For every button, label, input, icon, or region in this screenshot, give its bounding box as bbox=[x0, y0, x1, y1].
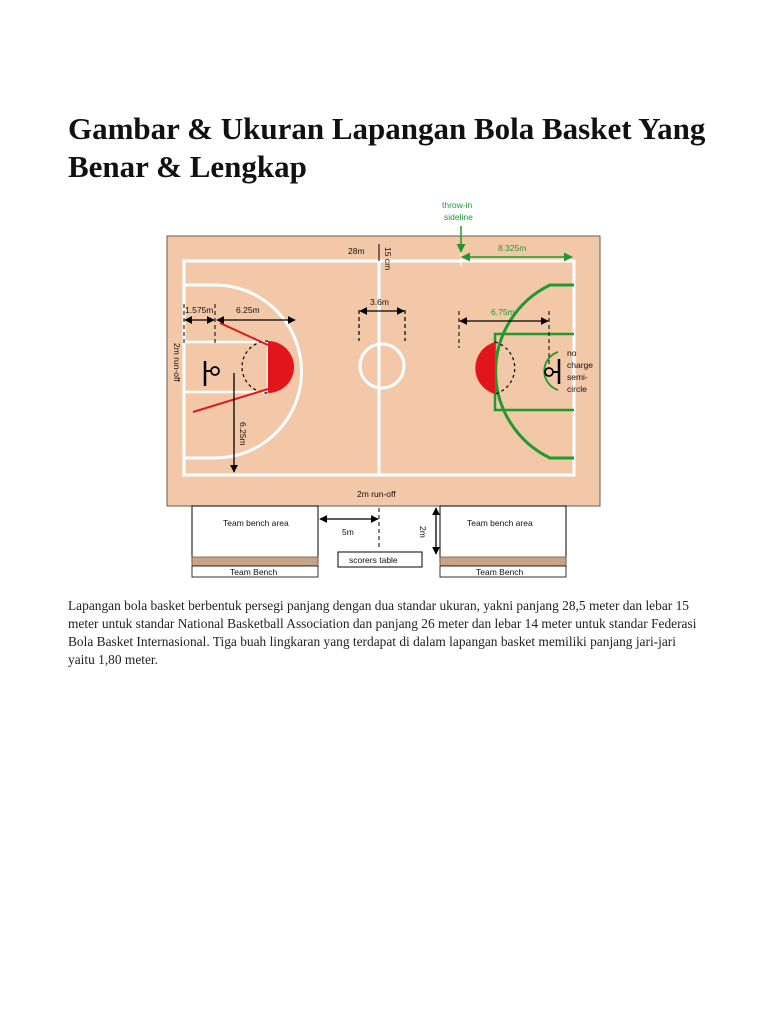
page-title: Gambar & Ukuran Lapangan Bola Basket Yang Benar & Lengkap bbox=[68, 111, 706, 184]
scorers-table-label: scorers table bbox=[349, 555, 398, 565]
court-length-label: 28m bbox=[348, 246, 365, 256]
left-team-bench-label: Team Bench bbox=[230, 567, 278, 577]
center-circle-label: 3.6m bbox=[370, 297, 389, 307]
side-run-off-label: 2m run-off bbox=[172, 343, 182, 382]
right-bench-area-label: Team bench area bbox=[467, 518, 533, 528]
no-charge-label-3: semi- bbox=[567, 372, 588, 382]
baseline-offset-label: 1.575m bbox=[185, 305, 214, 315]
bench-gap-label: 5m bbox=[342, 527, 354, 537]
no-charge-label-1: no bbox=[567, 348, 577, 358]
no-charge-label-2: charge bbox=[567, 360, 593, 370]
left-bench-area-box bbox=[192, 506, 318, 563]
court-floor bbox=[167, 236, 600, 506]
three-point-depth-label: 6.25m bbox=[238, 422, 248, 446]
corner-distance-label: 8.325m bbox=[498, 243, 527, 253]
right-bench-area-box bbox=[440, 506, 566, 563]
bench-depth-label: 2m bbox=[418, 526, 428, 538]
left-three-point-label: 6.25m bbox=[236, 305, 260, 315]
no-charge-label-4: circle bbox=[567, 384, 587, 394]
body-paragraph: Lapangan bola basket berbentuk persegi panjang dengan dua standar ukuran, yakni panjang 28,5 meter dan lebar 15 meter untuk standar National Basketball Association dan panjang 26 meter dan lebar 14 meter untuk standar Federasi Bola Basket Internasional. Tiga buah lingkaran yang terdapat di dalam lapangan basket memiliki panjang jari-jari yaitu 1,80 meter. bbox=[68, 598, 697, 667]
right-team-bench-label: Team Bench bbox=[476, 567, 524, 577]
right-team-bench bbox=[440, 557, 566, 566]
left-bench-area-label: Team bench area bbox=[223, 518, 289, 528]
bottom-run-off-label: 2m run-off bbox=[357, 489, 396, 499]
basketball-court-diagram bbox=[160, 196, 610, 581]
line-width-label: 15 cm bbox=[383, 247, 393, 271]
sideline-label: sideline bbox=[444, 212, 473, 222]
left-team-bench bbox=[192, 557, 318, 566]
right-three-point-label: 6.75m bbox=[491, 307, 515, 317]
throw-in-label: throw-in bbox=[442, 200, 473, 210]
